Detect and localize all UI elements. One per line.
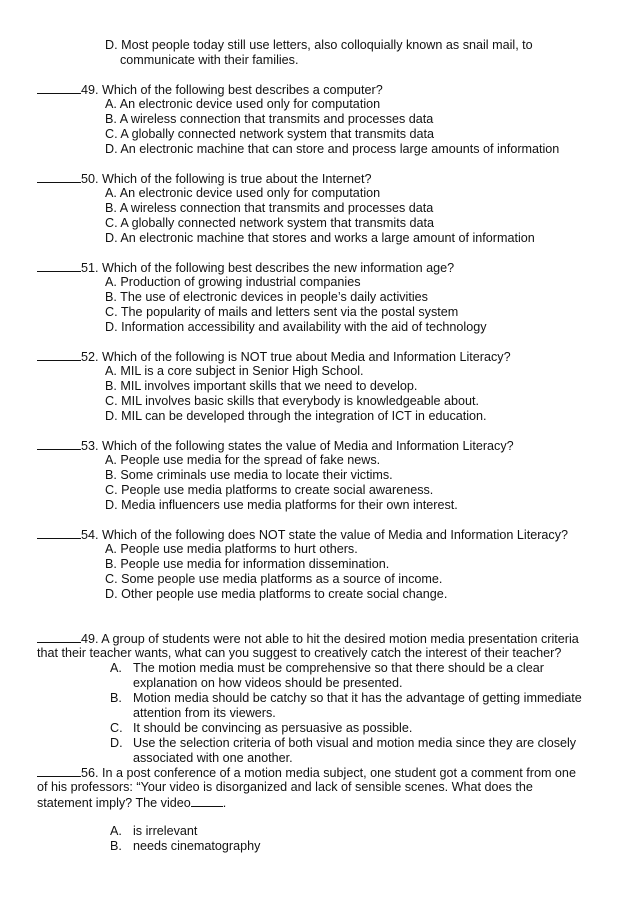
option-d: D. Information accessibility and availability with the aid of technology	[105, 320, 487, 334]
option-b: B. People use media for information dissemination.	[105, 557, 390, 571]
fill-in-blank[interactable]	[191, 795, 223, 807]
option-label: D.	[110, 736, 123, 750]
question-stem-cont	[37, 795, 226, 811]
option-c: C. Some people use media platforms as a source of income.	[105, 572, 443, 586]
option-c: C. MIL involves basic skills that everybody is knowledgeable about.	[105, 394, 480, 408]
answer-blank[interactable]	[37, 438, 81, 450]
question-51	[37, 260, 454, 276]
answer-blank[interactable]	[37, 260, 81, 272]
question-53	[37, 438, 514, 454]
option-label: A.	[110, 824, 122, 838]
answer-blank[interactable]	[37, 82, 81, 94]
option-c: C. People use media platforms to create social awareness.	[105, 483, 434, 497]
option-text: needs cinematography	[133, 839, 261, 853]
option-label: C.	[110, 721, 123, 735]
option-d: D. MIL can be developed through the integration of ICT in education.	[105, 409, 487, 423]
option-c: C. The popularity of mails and letters sent via the postal system	[105, 305, 459, 319]
option-b: B. The use of electronic devices in people’s daily activities	[105, 290, 428, 304]
option-b	[110, 839, 260, 854]
answer-blank[interactable]	[37, 349, 81, 361]
question-stem-cont: of his professors: “Your video is disorganized and lack of sensible scenes. What does the	[37, 780, 533, 794]
option-b: B. MIL involves important skills that we need to develop.	[105, 379, 418, 393]
option-a	[110, 824, 197, 839]
answer-blank[interactable]	[37, 171, 81, 183]
option-a-cont: explanation on how videos should be presented.	[133, 676, 403, 690]
question-56	[37, 765, 576, 781]
question-stem: 49. Which of the following best describes a computer?	[81, 83, 383, 97]
carryover-option-d-cont: communicate with their families.	[120, 53, 299, 67]
option-label: B.	[110, 839, 122, 853]
option-a: A. Production of growing industrial companies	[105, 275, 361, 289]
option-b	[110, 691, 582, 706]
option-text: Motion media should be catchy so that it has the advantage of getting immediate	[133, 691, 582, 705]
option-b: B. A wireless connection that transmits and processes data	[105, 112, 434, 126]
question-49	[37, 82, 383, 98]
question-stem-text: statement imply? The video	[37, 796, 191, 810]
answer-blank[interactable]	[37, 765, 81, 777]
answer-blank[interactable]	[37, 631, 81, 643]
option-d-cont: associated with one another.	[133, 751, 293, 765]
option-a: A. An electronic device used only for computation	[105, 186, 381, 200]
question-stem: 54. Which of the following does NOT state the value of Media and Information Literacy?	[81, 528, 568, 542]
option-b-cont: attention from its viewers.	[133, 706, 276, 720]
option-b: B. Some criminals use media to locate their victims.	[105, 468, 393, 482]
option-c: C. A globally connected network system that transmits data	[105, 127, 434, 141]
option-b: B. A wireless connection that transmits and processes data	[105, 201, 434, 215]
option-label: A.	[110, 661, 122, 675]
question-54	[37, 527, 568, 543]
question-stem-cont: that their teacher wants, what can you suggest to creatively catch the interest of their teacher?	[37, 646, 562, 660]
question-stem: 56. In a post conference of a motion media subject, one student got a comment from one	[81, 766, 576, 780]
option-a: A. People use media platforms to hurt others.	[105, 542, 358, 556]
option-d: D. An electronic machine that can store and process large amounts of information	[105, 142, 560, 156]
question-stem-period: .	[222, 796, 227, 810]
option-a	[110, 661, 544, 676]
option-text: Use the selection criteria of both visual and motion media since they are closely	[133, 736, 577, 750]
option-d: D. Media influencers use media platforms for their own interest.	[105, 498, 458, 512]
question-stem: 53. Which of the following states the value of Media and Information Literacy?	[81, 439, 514, 453]
option-a: A. People use media for the spread of fake news.	[105, 453, 381, 467]
option-d: D. An electronic machine that stores and works a large amount of information	[105, 231, 535, 245]
option-text: is irrelevant	[133, 824, 198, 838]
question-stem: 49. A group of students were not able to hit the desired motion media presentation criteria	[81, 632, 579, 646]
carryover-option-d: D. Most people today still use letters, also colloquially known as snail mail, to	[105, 38, 533, 52]
option-a: A. An electronic device used only for computation	[105, 97, 381, 111]
option-label: B.	[110, 691, 122, 705]
option-c: C. A globally connected network system that transmits data	[105, 216, 434, 230]
question-49-motion-media	[37, 631, 579, 647]
question-52	[37, 349, 511, 365]
option-a: A. MIL is a core subject in Senior High School.	[105, 364, 364, 378]
question-stem: 52. Which of the following is NOT true about Media and Information Literacy?	[81, 350, 511, 364]
question-stem: 51. Which of the following best describes the new information age?	[81, 261, 455, 275]
question-50	[37, 171, 372, 187]
option-text: The motion media must be comprehensive so that there should be a clear	[133, 661, 544, 675]
option-c	[110, 721, 412, 736]
option-d: D. Other people use media platforms to create social change.	[105, 587, 448, 601]
option-d	[110, 736, 576, 751]
answer-blank[interactable]	[37, 527, 81, 539]
option-text: It should be convincing as persuasive as possible.	[133, 721, 413, 735]
question-stem: 50. Which of the following is true about the Internet?	[81, 172, 372, 186]
